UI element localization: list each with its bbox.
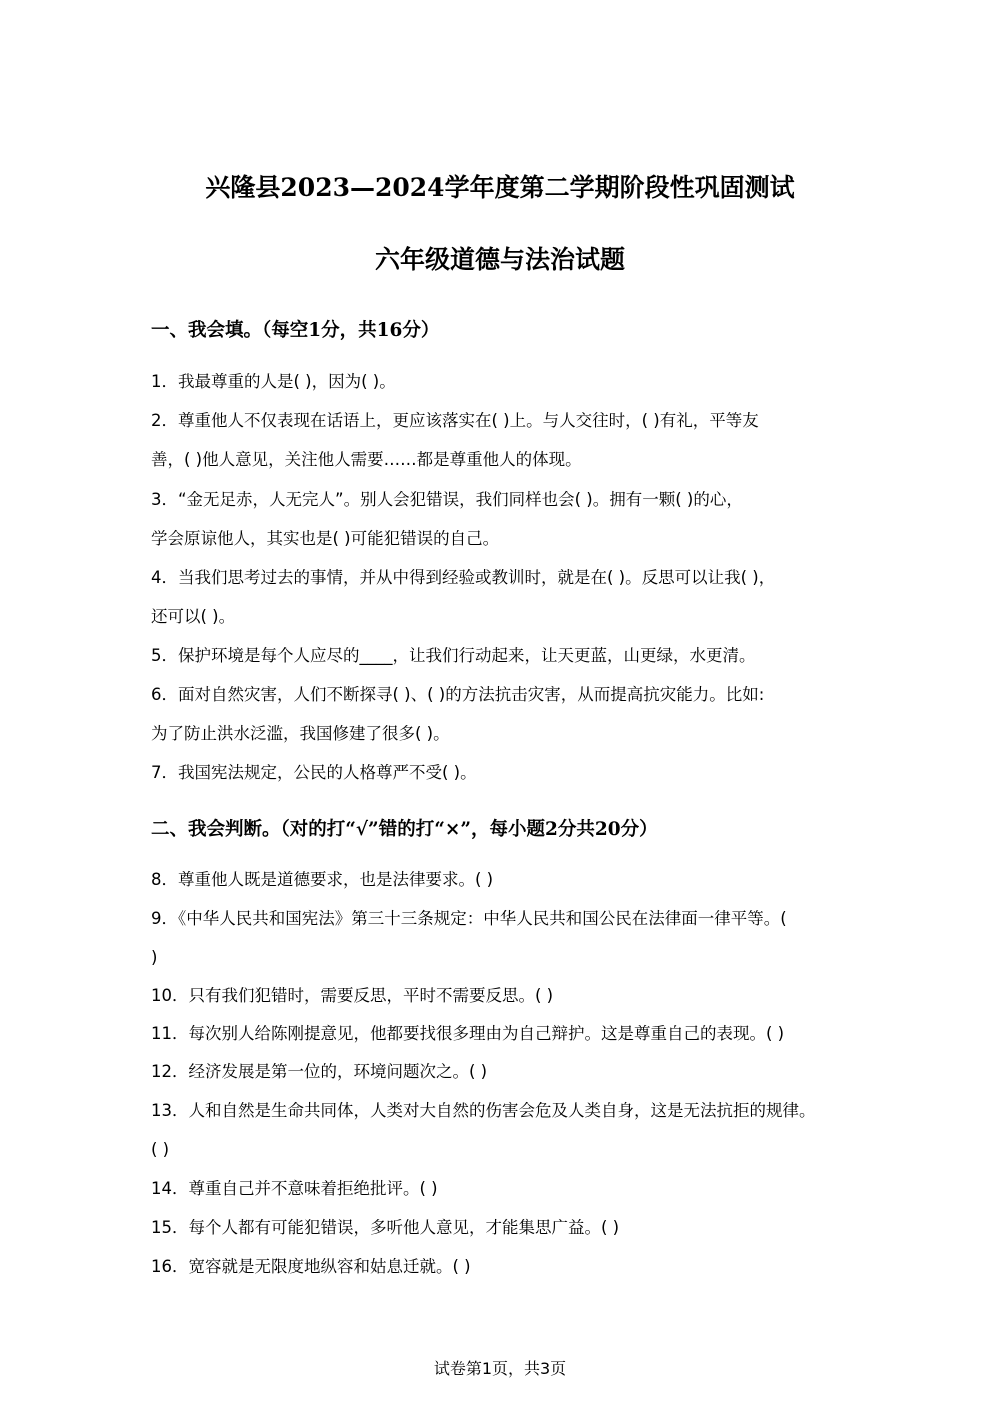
- section-heading-fill-in: 一、我会填。（每空1分，共16分）: [151, 320, 440, 341]
- question-line: 善，( )他人意见，关注他人需要……都是尊重他人的体现。: [151, 450, 582, 469]
- question-line: 12．经济发展是第一位的，环境问题次之。( ): [151, 1062, 488, 1081]
- question-line: 16．宽容就是无限度地纵容和姑息迁就。( ): [151, 1257, 471, 1276]
- question-line: ): [151, 948, 158, 967]
- question-line: 10．只有我们犯错时，需要反思，平时不需要反思。( ): [151, 986, 554, 1005]
- question-line: 还可以( )。: [151, 607, 236, 626]
- question-line: 15．每个人都有可能犯错误，多听他人意见，才能集思广益。( ): [151, 1218, 620, 1237]
- question-line: 11．每次别人给陈刚提意见，他都要找很多理由为自己辩护。这是尊重自己的表现。( ): [151, 1024, 785, 1043]
- question-line: ( ): [151, 1140, 170, 1159]
- question-line: 为了防止洪水泛滥，我国修建了很多( )。: [151, 724, 450, 743]
- page-footer: 试卷第1页，共3页: [433, 1359, 567, 1378]
- question-line: 4．当我们思考过去的事情，并从中得到经验或教训时，就是在( )。反思可以让我( )，: [151, 568, 776, 587]
- exam-title: 兴隆县2023—2024学年度第二学期阶段性巩固测试: [205, 173, 795, 202]
- question-line: 8．尊重他人既是道德要求，也是法律要求。( ): [151, 870, 494, 889]
- question-line: 7．我国宪法规定，公民的人格尊严不受( )。: [151, 763, 477, 782]
- exam-subtitle: 六年级道德与法治试题: [374, 245, 625, 274]
- question-line: 3．“金无足赤，人无完人”。别人会犯错误，我们同样也会( )。拥有一颗( )的心，: [151, 490, 743, 509]
- question-line: 14．尊重自己并不意味着拒绝批评。( ): [151, 1179, 438, 1198]
- section-heading-true-false: 二、我会判断。（对的打“√”错的打“×”，每小题2分共20分）: [151, 819, 658, 840]
- question-line: 6．面对自然灾害，人们不断探寻( )、( )的方法抗击灾害，从而提高抗灾能力。比如:: [151, 685, 765, 704]
- question-line: 1．我最尊重的人是( )，因为( )。: [151, 372, 396, 391]
- question-line: 13．人和自然是生命共同体，人类对大自然的伤害会危及人类自身，这是无法抗拒的规律。: [151, 1101, 816, 1120]
- question-line: 9．《中华人民共和国宪法》第三十三条规定：中华人民共和国公民在法律面一律平等。(: [151, 909, 787, 928]
- question-line: 2．尊重他人不仅表现在话语上，更应该落实在( )上。与人交往时，( )有礼，平等友: [151, 411, 759, 430]
- question-line: 学会原谅他人，其实也是( )可能犯错误的自己。: [151, 529, 500, 548]
- question-line: 5．保护环境是每个人应尽的____，让我们行动起来，让天更蓝，山更绿，水更清。: [151, 646, 756, 665]
